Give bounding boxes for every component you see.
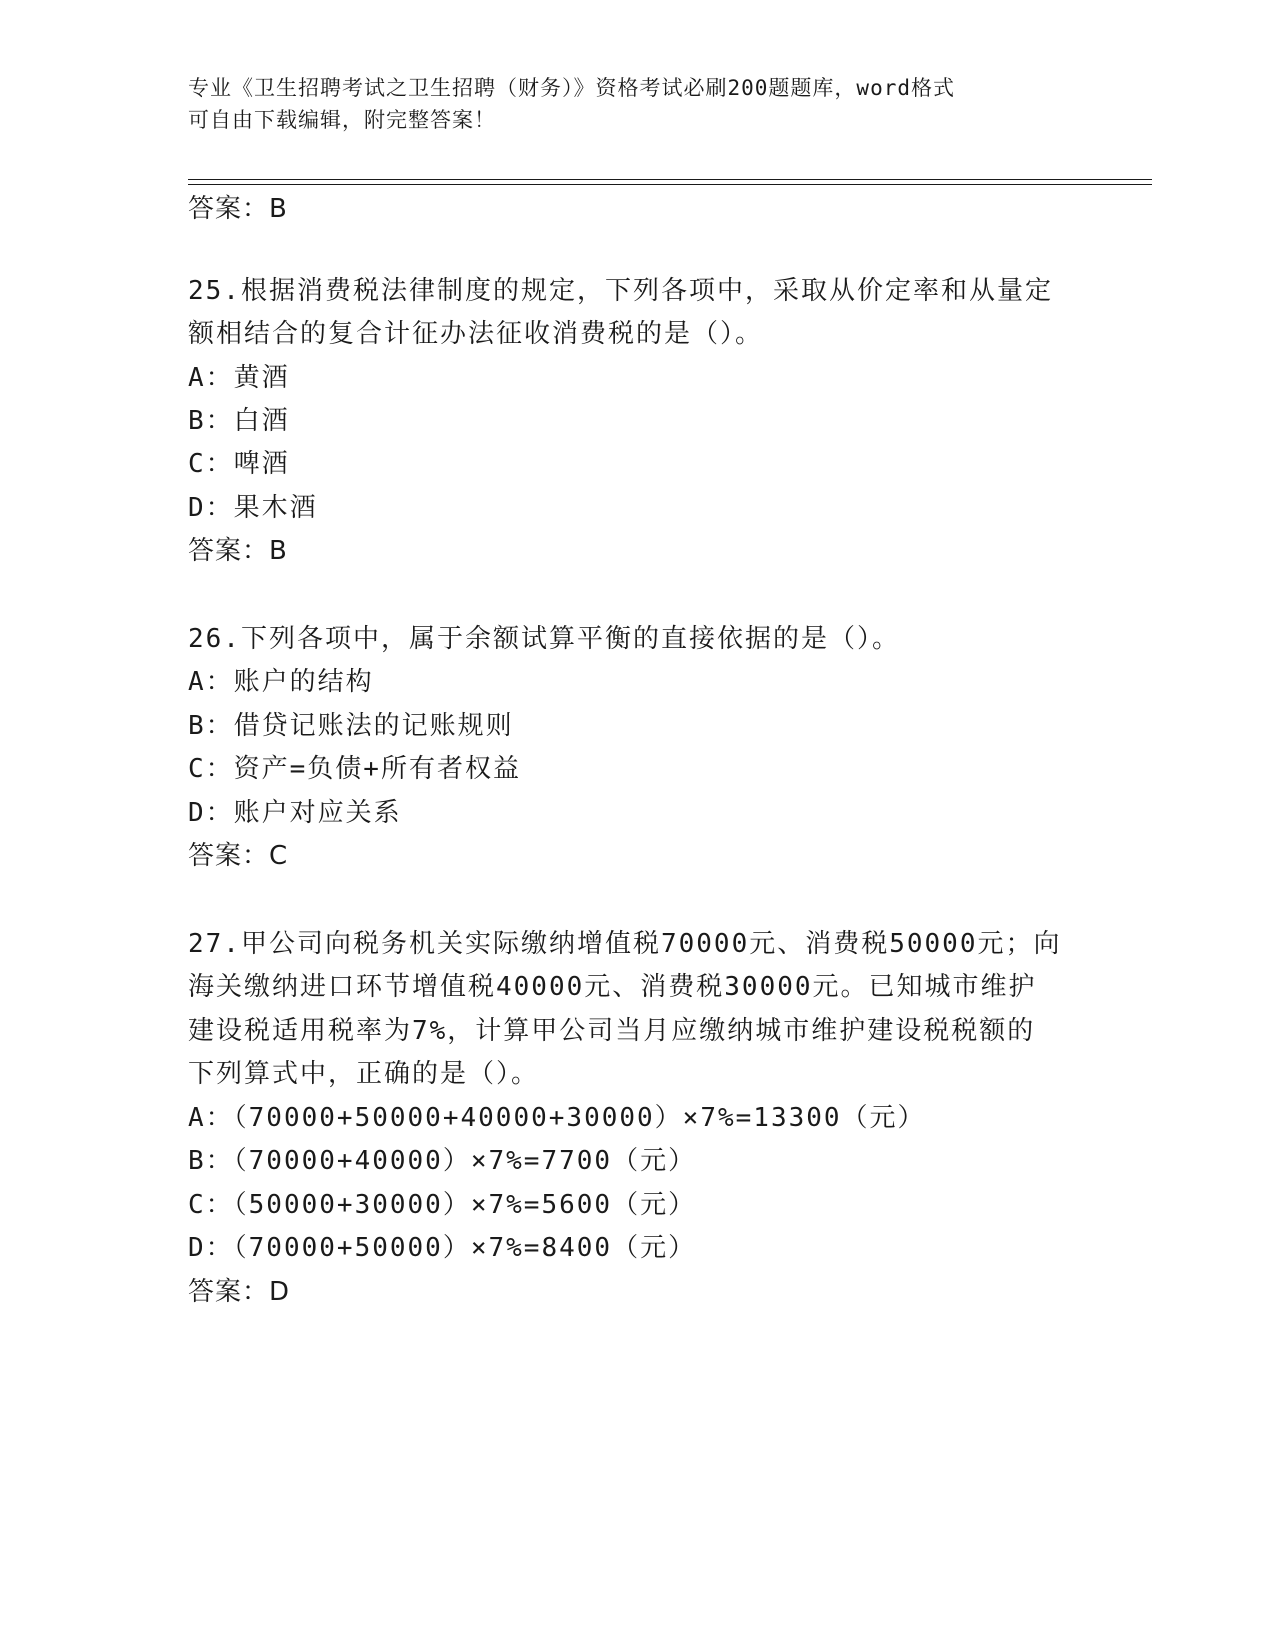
q26-option-a: A：账户的结构 (188, 667, 374, 697)
q27-stem-line-2: 海关缴纳进口环节增值税40000元、消费税30000元。已知城市维护 (188, 972, 1037, 1002)
header-rule-bottom (188, 184, 1152, 185)
header-rule-top (188, 179, 1152, 180)
q26-option-d: D：账户对应关系 (188, 798, 402, 828)
answer-24: 答案：B (188, 194, 288, 224)
q27-stem-line-1: 27.甲公司向税务机关实际缴纳增值税70000元、消费税50000元；向 (188, 929, 1062, 959)
q25-option-d: D：果木酒 (188, 493, 318, 523)
q27-answer: 答案：D (188, 1277, 291, 1307)
q25-option-c: C：啤酒 (188, 449, 290, 479)
q25-stem-line-1: 25.根据消费税法律制度的规定，下列各项中，采取从价定率和从量定 (188, 276, 1053, 306)
q25-stem-line-2: 额相结合的复合计征办法征收消费税的是（）。 (188, 319, 764, 349)
q25-option-b: B：白酒 (188, 406, 290, 436)
q25-answer: 答案：B (188, 536, 288, 566)
header-line-2: 可自由下载编辑，附完整答案！ (188, 108, 496, 132)
q27-option-d: D：（70000+50000）×7%=8400（元） (188, 1233, 697, 1263)
q27-stem-line-4: 下列算式中，正确的是（）。 (188, 1059, 540, 1089)
q27-stem-line-3: 建设税适用税率为7%，计算甲公司当月应缴纳城市维护建设税税额的 (188, 1016, 1036, 1046)
document-header (188, 72, 1068, 136)
q27-option-a: A：（70000+50000+40000+30000）×7%=13300（元） (188, 1103, 926, 1133)
q26-option-b: B：借贷记账法的记账规则 (188, 711, 514, 741)
q27-option-c: C：（50000+30000）×7%=5600（元） (188, 1190, 697, 1220)
q26-answer: 答案：C (188, 841, 289, 871)
q26-stem-line-1: 26.下列各项中，属于余额试算平衡的直接依据的是（）。 (188, 624, 900, 654)
q25-option-a: A：黄酒 (188, 363, 290, 393)
q27-option-b: B：（70000+40000）×7%=7700（元） (188, 1146, 697, 1176)
header-line-1: 专业《卫生招聘考试之卫生招聘（财务）》资格考试必刷200题题库，word格式 (188, 76, 955, 100)
q26-option-c: C：资产=负债+所有者权益 (188, 754, 521, 784)
